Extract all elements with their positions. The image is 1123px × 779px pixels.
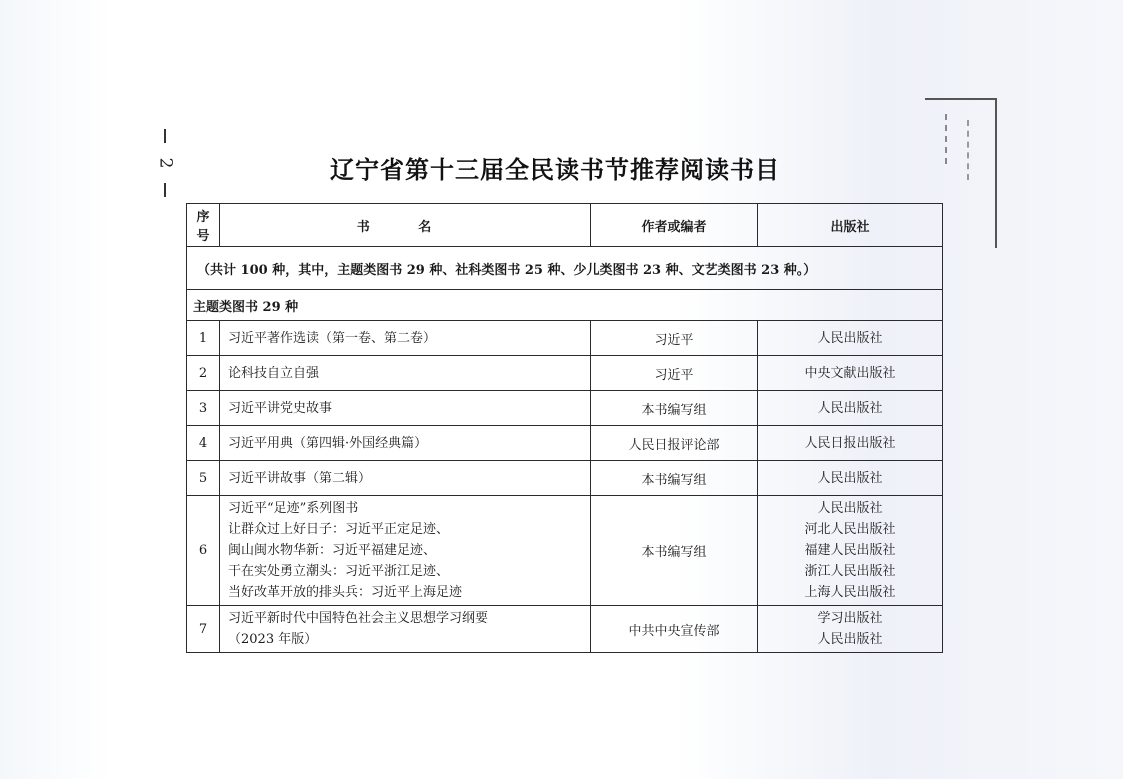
page-number: 2 bbox=[154, 157, 175, 169]
table-row bbox=[187, 461, 943, 496]
row-index: 6 bbox=[187, 496, 220, 606]
row-index: 3 bbox=[187, 391, 220, 426]
publisher-line: 中央文献出版社 bbox=[804, 365, 896, 381]
book-name-line: 习近平新时代中国特色社会主义思想学习纲要 bbox=[228, 611, 489, 626]
row-index: 5 bbox=[187, 461, 220, 496]
header-name bbox=[220, 204, 591, 247]
reading-list-table bbox=[186, 203, 943, 653]
table-header-row bbox=[187, 204, 943, 247]
book-name-line: （2023 年版） bbox=[228, 632, 318, 647]
publisher-line: 人民出版社 bbox=[817, 501, 883, 516]
book-name-line: 闽山闽水物华新：习近平福建足迹、 bbox=[228, 543, 437, 558]
row-book-name bbox=[220, 606, 591, 653]
row-publisher bbox=[758, 606, 943, 653]
row-publisher bbox=[758, 391, 943, 426]
book-name-line: 当好改革开放的排头兵：习近平上海足迹 bbox=[228, 585, 463, 600]
publisher-line: 学习出版社 bbox=[817, 611, 883, 626]
table-row bbox=[187, 606, 943, 653]
summary-row bbox=[187, 247, 943, 290]
row-author: 人民日报评论部 bbox=[591, 426, 758, 461]
summary-text: （共计 100 种，其中，主题类图书 29 种、社科类图书 25 种、少儿类图书 23 种、文艺类图书 23 种。） bbox=[187, 247, 943, 290]
book-name-line: 习近平用典（第四辑·外国经典篇） bbox=[228, 435, 428, 451]
book-name-line: 习近平“足迹”系列图书 bbox=[228, 501, 359, 516]
book-name-line: 让群众过上好日子：习近平正定足迹、 bbox=[228, 522, 450, 537]
book-name-line: 习近平讲故事（第二辑） bbox=[228, 470, 372, 486]
row-publisher bbox=[758, 426, 943, 461]
header-index: 序号 bbox=[187, 204, 220, 247]
book-name-line: 论科技自立自强 bbox=[228, 365, 320, 381]
row-author: 中共中央宣传部 bbox=[591, 606, 758, 653]
row-index: 4 bbox=[187, 426, 220, 461]
publisher-line: 人民出版社 bbox=[817, 632, 883, 647]
row-book-name bbox=[220, 356, 591, 391]
table-row bbox=[187, 321, 943, 356]
page-number-marker bbox=[150, 125, 180, 201]
row-book-name bbox=[220, 426, 591, 461]
publisher-line: 人民出版社 bbox=[817, 330, 883, 346]
page-number-dash-top bbox=[164, 129, 166, 143]
publisher-line: 福建人民出版社 bbox=[804, 543, 896, 558]
publisher-line: 人民日报出版社 bbox=[804, 435, 896, 451]
row-author: 习近平 bbox=[591, 356, 758, 391]
row-book-name bbox=[220, 391, 591, 426]
publisher-line: 人民出版社 bbox=[817, 470, 883, 486]
row-author: 本书编写组 bbox=[591, 496, 758, 606]
row-book-name bbox=[220, 461, 591, 496]
book-name-line: 习近平讲党史故事 bbox=[228, 400, 333, 416]
row-publisher bbox=[758, 461, 943, 496]
category-label: 主题类图书 29 种 bbox=[187, 290, 943, 321]
row-publisher bbox=[758, 496, 943, 606]
table-body bbox=[187, 321, 943, 653]
page-number-dash-bottom bbox=[164, 183, 166, 197]
row-author: 习近平 bbox=[591, 321, 758, 356]
row-index: 7 bbox=[187, 606, 220, 653]
publisher-line: 浙江人民出版社 bbox=[804, 564, 896, 579]
row-publisher bbox=[758, 321, 943, 356]
table-row bbox=[187, 356, 943, 391]
table-row bbox=[187, 391, 943, 426]
book-name-line: 干在实处勇立潮头：习近平浙江足迹、 bbox=[228, 564, 450, 579]
publisher-line: 河北人民出版社 bbox=[804, 522, 896, 537]
row-index: 2 bbox=[187, 356, 220, 391]
row-author: 本书编写组 bbox=[591, 461, 758, 496]
row-index: 1 bbox=[187, 321, 220, 356]
header-name-text: 书 名 bbox=[356, 219, 454, 235]
book-name-line: 习近平著作选读（第一卷、第二卷） bbox=[228, 330, 437, 346]
header-publisher: 出版社 bbox=[758, 204, 943, 247]
table-row bbox=[187, 426, 943, 461]
row-author: 本书编写组 bbox=[591, 391, 758, 426]
row-publisher bbox=[758, 356, 943, 391]
header-author: 作者或编者 bbox=[591, 204, 758, 247]
category-row bbox=[187, 290, 943, 321]
page-title: 辽宁省第十三届全民读书节推荐阅读书目 bbox=[330, 155, 780, 184]
row-book-name bbox=[220, 496, 591, 606]
row-book-name bbox=[220, 321, 591, 356]
publisher-line: 人民出版社 bbox=[817, 400, 883, 416]
publisher-line: 上海人民出版社 bbox=[804, 585, 896, 600]
table-row bbox=[187, 496, 943, 606]
